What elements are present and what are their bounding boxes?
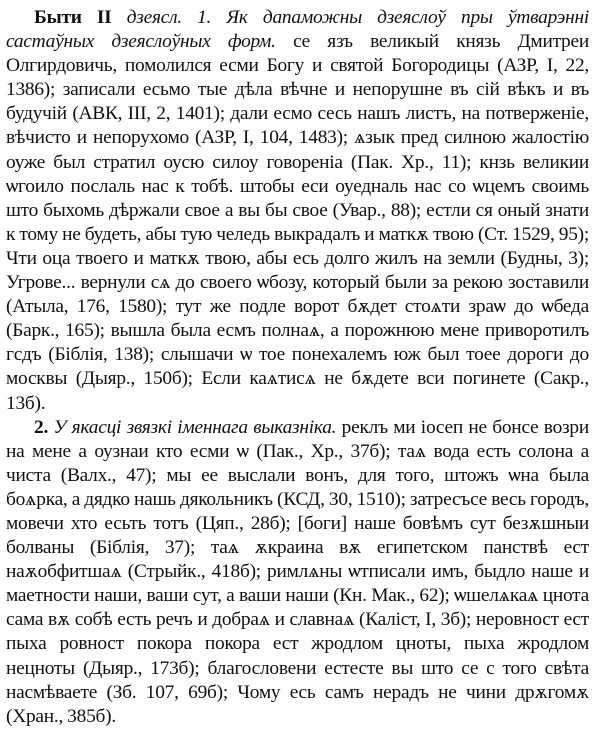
sense-2-number: 2.	[34, 416, 49, 438]
sense-1-paragraph	[6, 6, 589, 416]
sense-2-citations: реклъ ми іосеп не бонсе возри на мене а оузнаи кто есми ѡ (Пак., Хр., 37б); таѧ вода есть солона а чиста (Валх., 47); мы ее выслали вонъ, для того, штожъ ѡна была боѧрка, а дядко нашь дякольникъ (КСД, 30, 1510); затресъсе весь городъ, мовечи хто есьть тотъ (Цяп., 28б); [боги] наше бовѣмъ сут безѫшныи болваны (Біблія, 37); таѧ ѫкраина вѫ египетском панствѣ ест наѫобфитшаѧ (Стрыйк., 418б); римлѧны ѡтписали имъ, быдло наше и маетности наши, ваши сут, а ваши наши (Кн. Мак., 62); ѡшелѧкаѧ цнота сама вѫ собѣ есть речъ и добраѧ и славнаѧ (Каліст, I, 3б); неровност ест пыха ровност покора покора ест жродлом цноты, пыха жродлом нецноты (Дыяр., 173б); благословени естесте вы што се с того свѣта насмѣваете (Зб. 107, 69б); Чому есь самъ нерадъ не чини дрѫгомѫ (Хран., 385б).	[6, 416, 589, 727]
entry-headword: Быти II	[34, 7, 112, 28]
sense-2-paragraph	[6, 416, 589, 729]
sense-1-citations: се язъ великый князь Дмитреи Олгирдовичь, помолился есми Богу и святой Богородицы (АЗР, I, 22, 1386); записали есьмо тые дѣла вѣчне и непорушне въ сій вѣкъ и въ будучій (АВК, III, 2, 1401); дали есмо сесь нашъ листъ, на потверженіе, вѣчисто и непорухомо (АЗР, I, 104, 1483); ѧзык пред силною жалостію оуже был стратил оусю силоу говореніа (Пак. Хр., 11); кнзь великии ѡгоило послаль нас к тобѣ. штобы еси оуедналь нас со ѡцемъ своимь што быхомь дѣржали свое а вы бы свое (Увар., 88); естли ся оный знати к тому не будеть, абы тую челедь выкрадалъ и маткѫ твою (Ст. 1529, 95); Чти оца твоего и маткѫ твою, абы есь долго жилъ на земли (Будны, 3); Угрове... вернули сѧ до своего ѡбозу, который были за рекою зоставили (Атыла, 176, 1580); тут же подле ворот бѫдет стоѧти зраѡ до ѡбеда (Барк., 165); вышла была есмъ полнаѧ, а порожнюю мене приворотилъ гсдъ (Біблія, 138); слышачи ѡ тое понехалемъ юж был тоее дороги до москвы (Дыяр., 150б); Если каѧтисѧ не бѫдете вси погинете (Сакр., 13б).	[6, 31, 589, 414]
sense-1-definition: дзеясл. 1. Як дапаможны дзеяслоў пры ўтварэнні састаўных дзеяслоўных форм.	[6, 7, 589, 53]
sense-2-definition: У якасці звязкі іменнага выказніка.	[53, 416, 337, 438]
